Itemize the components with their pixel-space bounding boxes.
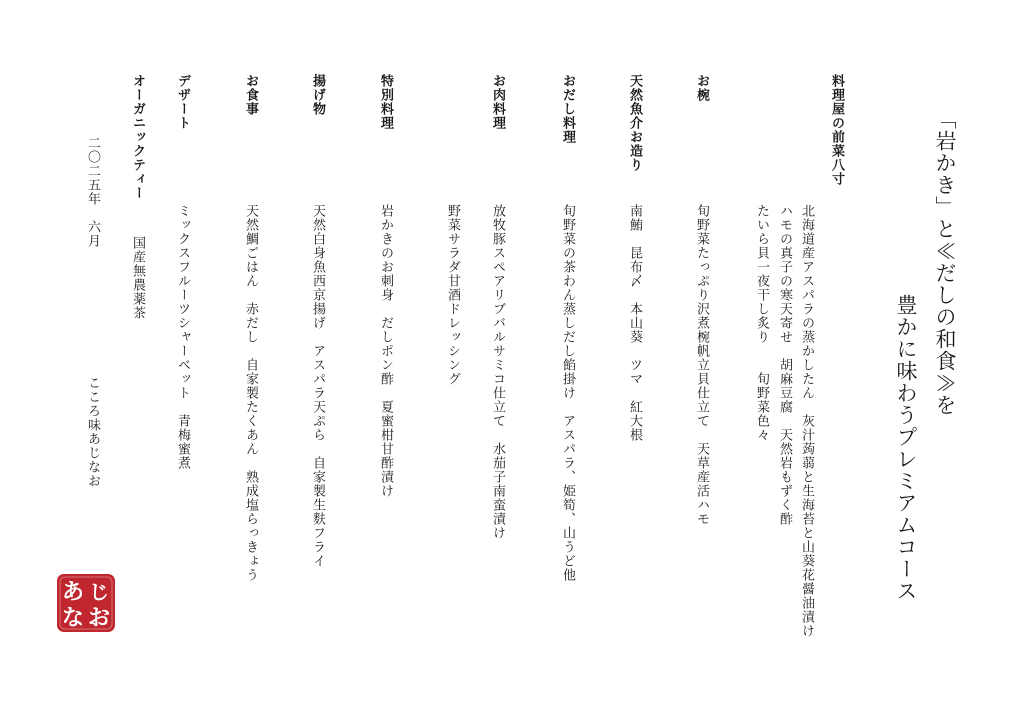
section-heading-odashi: おだし料理 xyxy=(560,74,575,144)
section-heading-tea: オーガニックティー xyxy=(130,74,145,200)
restaurant-signature: こころ味あじなお xyxy=(85,376,100,488)
section-heading-dessert: デザート xyxy=(175,74,190,130)
section-item-dessert-1: ミックスフルーツシャーベット 青梅蜜煮 xyxy=(175,204,190,470)
section-heading-zensai: 料理屋の前菜八寸 xyxy=(829,74,844,186)
section-item-agemono-1: 天然白身魚西京揚げ アスパラ天ぷら 自家製生麩フライ xyxy=(310,204,325,568)
section-item-oshokuji-1: 天然鯛ごはん 赤だし 自家製たくあん 熟成塩らっきょう xyxy=(243,204,258,582)
svg-text:お: お xyxy=(87,605,111,631)
menu-title-line1: 「岩かき」と≪だしの和食≫を xyxy=(933,108,957,416)
section-item-otsukuri-1: 南鮪 昆布〆 本山葵 ツマ 紅大根 xyxy=(627,204,642,442)
seal-stamp-logo xyxy=(55,572,117,634)
section-item-zensai-1: 北海道産アスパラの蒸かしたん 灰汁蒟蒻と生海苔と山葵花醤油漬け xyxy=(799,204,814,638)
section-item-zensai-3: たいら貝一夜干し炙り 旬野菜色々 xyxy=(754,204,769,442)
section-heading-tokubetsu: 特別料理 xyxy=(378,74,393,130)
section-item-tokubetsu-1: 岩かきのお刺身 だしポン酢 夏蜜柑甘酢漬け xyxy=(378,204,393,498)
menu-date: 二〇二五年 六月 xyxy=(85,136,100,248)
svg-text:な: な xyxy=(61,605,85,631)
svg-text:じ: じ xyxy=(89,580,109,604)
section-heading-oshokuji: お食事 xyxy=(243,74,258,116)
section-item-oniku-2: 野菜サラダ甘酒ドレッシング xyxy=(445,204,460,386)
section-item-odashi-1: 旬野菜の茶わん蒸しだし餡掛け アスパラ、姫筍、山うど他 xyxy=(560,204,575,582)
section-heading-owan: お椀 xyxy=(694,74,709,102)
section-item-owan-1: 旬野菜たっぷり沢煮椀帆立貝仕立て 天草産活ハモ xyxy=(694,204,709,526)
section-item-oniku-1: 放牧豚スペアリブバルサミコ仕立て 水茄子南蛮漬け xyxy=(490,204,505,540)
section-heading-agemono: 揚げ物 xyxy=(310,74,325,116)
section-heading-otsukuri: 天然魚介お造り xyxy=(627,74,642,172)
svg-text:あ: あ xyxy=(61,579,85,605)
section-item-zensai-2: ハモの真子の寒天寄せ 胡麻豆腐 天然岩もずく酢 xyxy=(777,204,792,526)
section-heading-oniku: お肉料理 xyxy=(490,74,505,130)
menu-title-line2: 豊かに味わうプレミアムコース xyxy=(894,294,918,602)
section-item-tea-1: 国産無農薬茶 xyxy=(130,236,145,320)
